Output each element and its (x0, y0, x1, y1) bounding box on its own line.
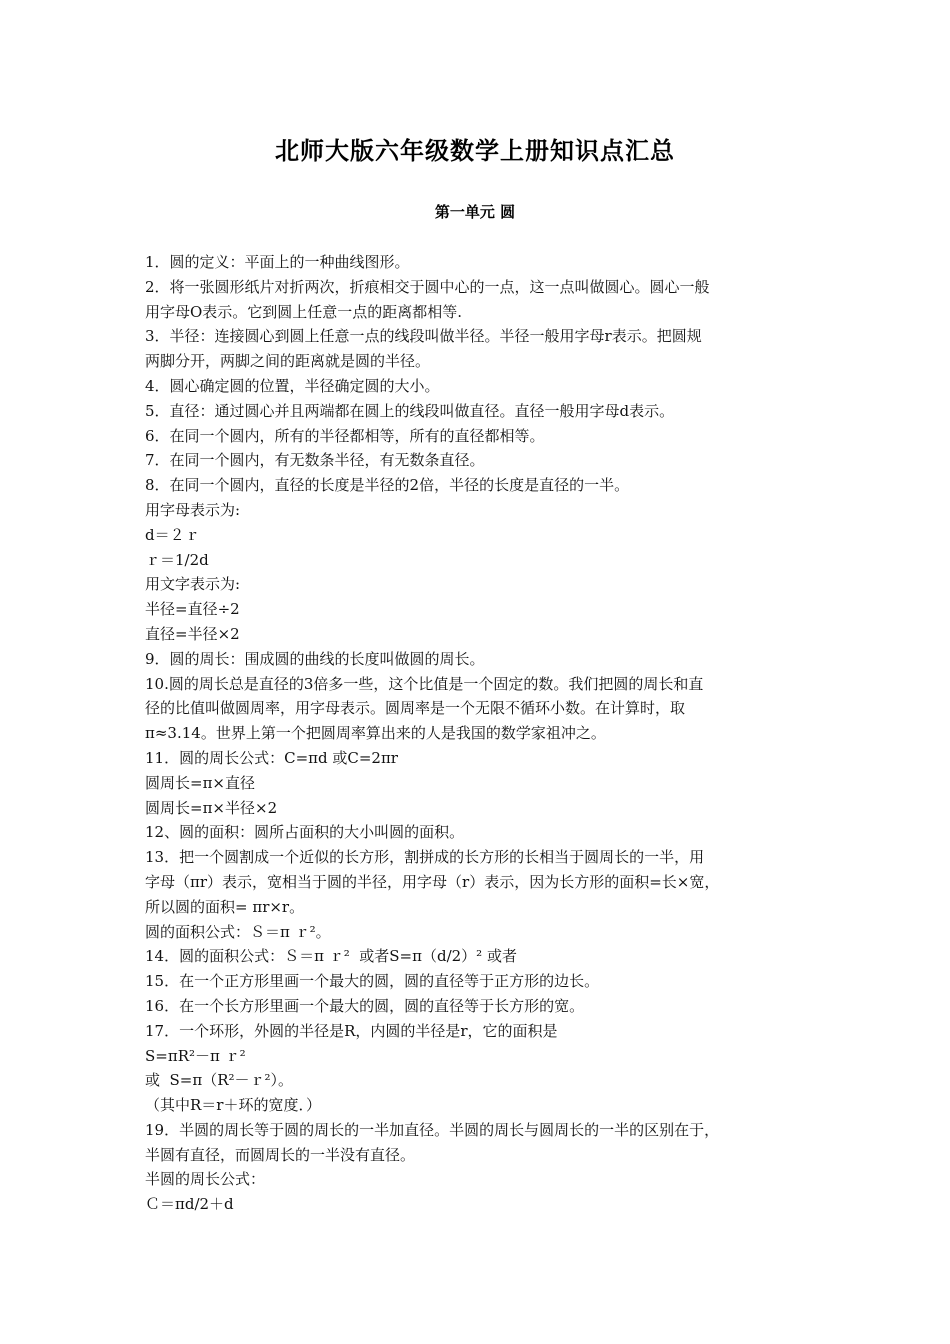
text-line: 圆的面积公式：Ｓ＝π ｒ²。 (145, 922, 331, 941)
text-line: 圆周长=π×直径 (145, 773, 255, 792)
text-line: 3．半径：连接圆心到圆上任意一点的线段叫做半径。半径一般用字母r表示。把圆规 (145, 327, 702, 346)
text-line: 5．直径：通过圆心并且两端都在圆上的线段叫做直径。直径一般用字母d表示。 (145, 401, 675, 420)
text-line: 用文字表示为: (145, 575, 241, 594)
text-line: 用字母O表示。它到圆上任意一点的距离都相等. (145, 302, 463, 321)
text-line: 16．在一个长方形里画一个最大的圆，圆的直径等于长方形的宽。 (145, 996, 585, 1015)
text-line: 半圆的周长公式： (145, 1170, 266, 1189)
text-line: 9．圆的周长：围成圆的曲线的长度叫做圆的周长。 (145, 649, 485, 668)
text-line: 11．圆的周长公式：C=πd 或C=2πr (145, 748, 398, 767)
text-line: 或 S=π（R²－ｒ²）。 (145, 1071, 294, 1090)
text-line: 两脚分开，两脚之间的距离就是圆的半径。 (145, 352, 431, 371)
text-line: 直径=半径×2 (145, 624, 240, 643)
text-line: 圆周长=π×半径×2 (145, 798, 278, 817)
text-line: 7．在同一个圆内，有无数条半径，有无数条直径。 (145, 451, 485, 470)
text-line: 17．一个环形，外圆的半径是R，内圆的半径是r，它的面积是 (145, 1021, 558, 1040)
text-line: 6．在同一个圆内，所有的半径都相等，所有的直径都相等。 (145, 426, 545, 445)
text-line: ｒ＝1/2d (145, 550, 209, 569)
document-title: 北师大版六年级数学上册知识点汇总 (275, 137, 675, 165)
text-line: 半径=直径÷2 (145, 600, 240, 619)
text-line: 19．半圆的周长等于圆的周长的一半加直径。半圆的周长与圆周长的一半的区别在于， (145, 1120, 720, 1139)
text-line: 10.圆的周长总是直径的3倍多一些，这个比值是一个固定的数。我们把圆的周长和直 (145, 674, 704, 693)
text-line: S=πR²－π ｒ² (145, 1046, 246, 1065)
text-line: 4．圆心确定圆的位置，半径确定圆的大小。 (145, 376, 440, 395)
text-line: 14．圆的面积公式：Ｓ＝π ｒ² 或者S=π（d/2）² 或者 (145, 947, 517, 966)
text-line: 字母（πr）表示，宽相当于圆的半径，用字母（r）表示，因为长方形的面积=长×宽， (145, 872, 720, 891)
text-line: Ｃ＝πd/2＋d (145, 1195, 234, 1214)
text-line: 半圆有直径，而圆周长的一半没有直径。 (145, 1145, 416, 1164)
text-line: 1．圆的定义：平面上的一种曲线图形。 (145, 253, 410, 271)
text-line: d＝２ｒ (145, 525, 200, 544)
text-line: 8．在同一个圆内，直径的长度是半径的2倍，半径的长度是直径的一半。 (145, 476, 630, 495)
document-body (145, 250, 815, 1217)
text-line: 12、圆的面积：圆所占面积的大小叫圆的面积。 (145, 823, 465, 842)
text-line: 2．将一张圆形纸片对折两次，折痕相交于圆中心的一点，这一点叫做圆心。圆心一般 (145, 277, 710, 296)
text-line: 用字母表示为: (145, 500, 241, 519)
text-line: 13．把一个圆割成一个近似的长方形，割拼成的长方形的长相当于圆周长的一半，用 (145, 848, 705, 867)
text-line: 径的比值叫做圆周率，用字母表示。圆周率是一个无限不循环小数。在计算时，取 (145, 699, 686, 718)
section-heading: 第一单元 圆 (434, 203, 516, 221)
text-line: 所以圆的面积= πr×r。 (145, 897, 305, 916)
text-line: 15．在一个正方形里画一个最大的圆，圆的直径等于正方形的边长。 (145, 972, 600, 991)
text-line: （其中R＝r＋环的宽度．） (145, 1096, 321, 1115)
text-line: π≈3.14。世界上第一个把圆周率算出来的人是我国的数学家祖冲之。 (145, 724, 606, 743)
